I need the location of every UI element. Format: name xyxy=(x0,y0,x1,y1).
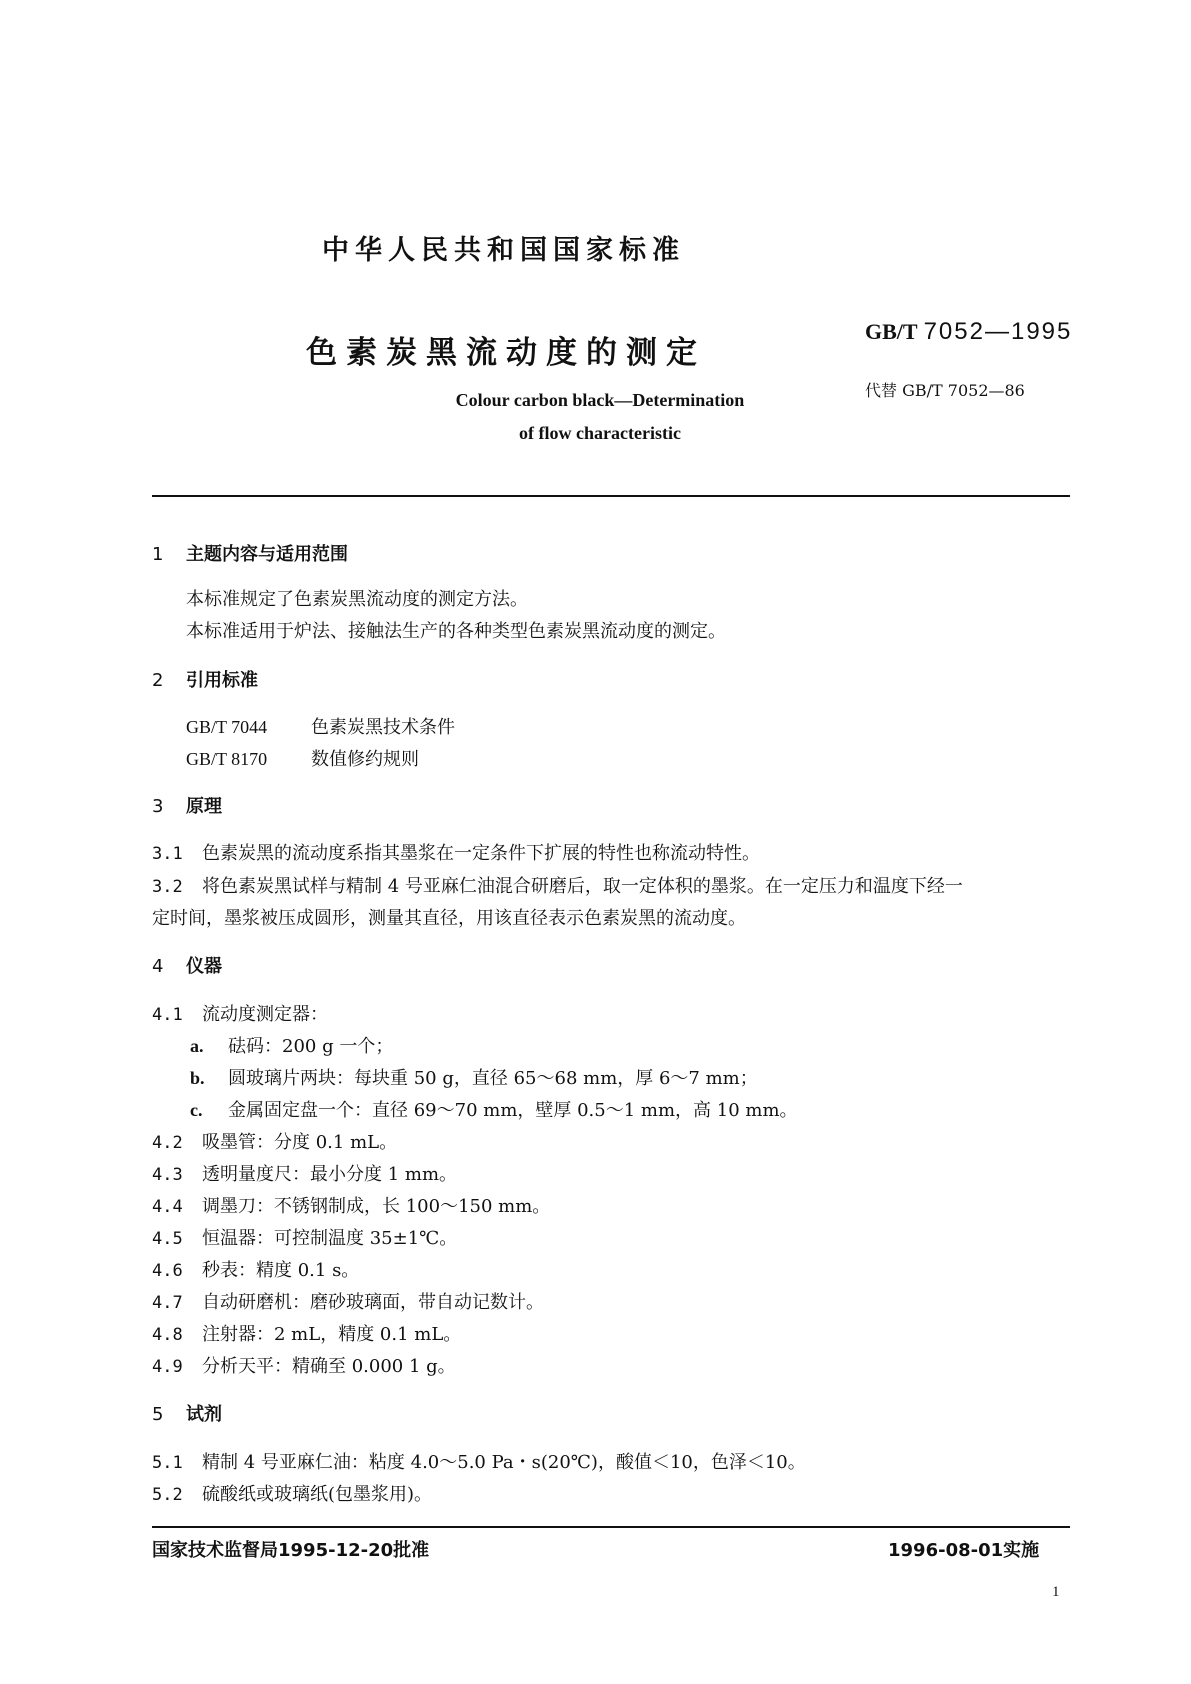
sub-item-text: 金属固定盘一个：直径 69～70 mm，壁厚 0.5～1 mm，高 10 mm。 xyxy=(228,1100,798,1121)
section-4-heading xyxy=(152,952,222,978)
clause-4-6 xyxy=(152,1256,359,1282)
standard-code: 7052—1995 xyxy=(923,318,1073,345)
clause-text: 硫酸纸或玻璃纸(包墨浆用)。 xyxy=(202,1484,433,1505)
section-title: 主题内容与适用范围 xyxy=(186,544,348,565)
clause-text: 色素炭黑的流动度系指其墨浆在一定条件下扩展的特性也称流动特性。 xyxy=(202,843,760,864)
section-title: 引用标准 xyxy=(186,670,258,691)
clause-number: 4.6 xyxy=(152,1261,183,1281)
section-number: 5 xyxy=(152,1404,164,1425)
clause-4-7 xyxy=(152,1288,544,1314)
clause-text: 调墨刀：不锈钢制成，长 100～150 mm。 xyxy=(202,1196,551,1217)
implementation-date: 1996-08-01实施 xyxy=(888,1540,1040,1561)
section-title: 试剂 xyxy=(186,1404,222,1425)
clause-number: 4.3 xyxy=(152,1165,183,1185)
clause-number: 3.2 xyxy=(152,877,183,897)
section-3-heading xyxy=(152,792,222,818)
section-number: 3 xyxy=(152,796,164,817)
clause-4-2 xyxy=(152,1128,397,1154)
clause-text: 自动研磨机：磨砂玻璃面，带自动记数计。 xyxy=(202,1292,544,1313)
clause-4-5 xyxy=(152,1224,457,1250)
section-title: 仪器 xyxy=(186,956,222,977)
standard-prefix: GB/T xyxy=(865,319,918,344)
sub-item-text: 圆玻璃片两块：每块重 50 g，直径 65～68 mm，厚 6～7 mm； xyxy=(228,1068,758,1089)
clause-text: 流动度测定器： xyxy=(202,1004,328,1025)
clause-number: 5.2 xyxy=(152,1485,183,1505)
clause-text: 秒表：精度 0.1 s。 xyxy=(202,1260,360,1281)
reference-name: 色素炭黑技术条件 xyxy=(311,717,455,738)
clause-5-1 xyxy=(152,1448,806,1474)
clause-4-3 xyxy=(152,1160,457,1186)
clause-number: 5.1 xyxy=(152,1453,183,1473)
standard-number xyxy=(865,318,1072,346)
footer-divider xyxy=(152,1526,1070,1528)
section-number: 4 xyxy=(152,956,164,977)
sub-item-b xyxy=(190,1064,758,1090)
reference-code: GB/T 8170 xyxy=(186,749,268,769)
clause-4-8 xyxy=(152,1320,461,1346)
clause-text: 将色素炭黑试样与精制 4 号亚麻仁油混合研磨后，取一定体积的墨浆。在一定压力和温度下经一 xyxy=(202,876,963,897)
section-1-paragraph-2: 本标准适用于炉法、接触法生产的各种类型色素炭黑流动度的测定。 xyxy=(186,621,726,642)
section-title: 原理 xyxy=(186,796,222,817)
clause-text: 透明量度尺：最小分度 1 mm。 xyxy=(202,1164,458,1185)
clause-text: 注射器：2 mL，精度 0.1 mL。 xyxy=(202,1324,462,1345)
clause-3-2-continued: 定时间，墨浆被压成圆形，测量其直径，用该直径表示色素炭黑的流动度。 xyxy=(152,908,746,929)
page-number: 1 xyxy=(1052,1584,1060,1600)
section-2-heading xyxy=(152,666,258,692)
clause-3-2 xyxy=(152,872,963,898)
section-number: 1 xyxy=(152,544,164,565)
reference-item xyxy=(186,745,419,771)
replaces-note: 代替 GB/T 7052—86 xyxy=(865,381,1025,400)
clause-number: 4.5 xyxy=(152,1229,183,1249)
clause-4-9 xyxy=(152,1352,456,1378)
clause-3-1 xyxy=(152,839,760,865)
section-5-heading xyxy=(152,1400,222,1426)
reference-name: 数值修约规则 xyxy=(311,749,419,770)
header-divider xyxy=(152,495,1070,497)
clause-4-1 xyxy=(152,1000,328,1026)
reference-code: GB/T 7044 xyxy=(186,717,268,737)
sub-item-a xyxy=(190,1032,393,1058)
clause-number: 4.9 xyxy=(152,1357,183,1377)
clause-text: 恒温器：可控制温度 35±1℃。 xyxy=(202,1228,458,1249)
clause-5-2 xyxy=(152,1480,432,1506)
section-1-paragraph-1: 本标准规定了色素炭黑流动度的测定方法。 xyxy=(186,589,528,610)
clause-number: 3.1 xyxy=(152,844,183,864)
sub-item-letter: a. xyxy=(190,1036,204,1056)
reference-item xyxy=(186,713,455,739)
clause-4-4 xyxy=(152,1192,550,1218)
clause-number: 4.4 xyxy=(152,1197,183,1217)
clause-text: 吸墨管：分度 0.1 mL。 xyxy=(202,1132,398,1153)
english-title-line-2: of flow characteristic xyxy=(519,423,681,443)
approval-statement: 国家技术监督局1995-12-20批准 xyxy=(152,1540,430,1561)
sub-item-letter: b. xyxy=(190,1068,205,1088)
sub-item-letter: c. xyxy=(190,1100,203,1120)
national-standard-heading: 中华人民共和国国家标准 xyxy=(322,235,685,266)
english-title-line-1: Colour carbon black—Determination xyxy=(455,390,745,410)
clause-number: 4.7 xyxy=(152,1293,183,1313)
sub-item-c xyxy=(190,1096,798,1122)
document-title: 色素炭黑流动度的测定 xyxy=(306,335,706,371)
clause-text: 精制 4 号亚麻仁油：粘度 4.0～5.0 Pa・s(20℃)，酸值＜10，色泽＜10。 xyxy=(202,1452,806,1473)
clause-number: 4.1 xyxy=(152,1005,183,1025)
clause-number: 4.8 xyxy=(152,1325,183,1345)
section-1-heading xyxy=(152,540,348,566)
clause-text: 分析天平：精确至 0.000 1 g。 xyxy=(202,1356,456,1377)
sub-item-text: 砝码：200 g 一个； xyxy=(228,1036,394,1057)
clause-number: 4.2 xyxy=(152,1133,183,1153)
section-number: 2 xyxy=(152,670,164,691)
